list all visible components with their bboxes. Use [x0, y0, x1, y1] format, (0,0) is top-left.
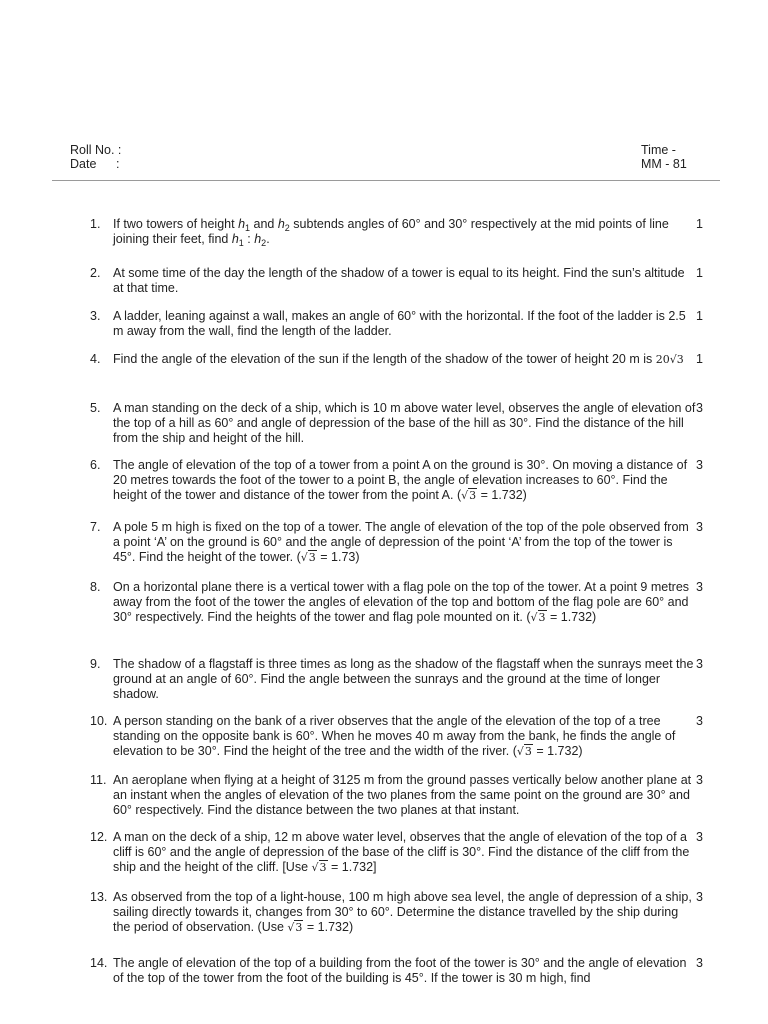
- question-text: A man standing on the deck of a ship, which is 10 m above water level, observes the angle of elevation of the top of a hill as 60° and angle of depression of the base of the hill as 30°. Find the distance of the hill from the ship and height of the hill.: [113, 401, 696, 446]
- question-marks: 3: [696, 956, 703, 970]
- question-text: A man on the deck of a ship, 12 m above water level, observes that the angle of elevation of the top of a cliff is 60° and the angle of depression of the base of the cliff is 30°. Find the distance of the cliff from the ship and the height of the cliff. [Use √3 = 1.732]: [113, 830, 690, 875]
- question-marks: 1: [696, 309, 703, 323]
- question-text: An aeroplane when flying at a height of 3125 m from the ground passes vertically below another plane at an instant when the angles of elevation of the two planes from the same point on the ground are 30° and 60° respectively. Find the distance between the two planes at that instant.: [113, 773, 692, 818]
- header-divider: [52, 180, 720, 181]
- date-colon: :: [116, 157, 120, 171]
- question-number: 14.: [90, 956, 108, 970]
- question-number: 9.: [90, 657, 101, 671]
- question-marks: 1: [696, 352, 703, 366]
- question-marks: 3: [696, 714, 703, 728]
- question-text: As observed from the top of a light-house, 100 m high above sea level, the angle of depression of a ship, sailing directly towards it, changes from 30° to 60°. Determine the distance travelled by the ship during the period of observation. (Use √3 = 1.732): [113, 890, 692, 935]
- question-marks: 3: [696, 890, 703, 904]
- question-text: The angle of elevation of the top of a building from the foot of the tower is 30° and the angle of elevation of the top of the tower from the foot of the building is 45°. If the tower is 30 m high, find: [113, 956, 687, 986]
- question-text: If two towers of height $h_1$ and $h_2$ subtends angles of 60° and 30° respectively at the mid points of line joining their feet, find $h_1$ : $h_2$.: [113, 217, 669, 249]
- question-number: 6.: [90, 458, 101, 472]
- question-number: 2.: [90, 266, 101, 280]
- roll-no-label: Roll No. :: [70, 143, 122, 157]
- question-text: The angle of elevation of the top of a tower from a point A on the ground is 30°. On moving a distance of 20 metres towards the foot of the tower to a point B, the angle of elevation increases to 60°. Find the height of the tower and distance of the tower from the point A. (√3 = 1.732): [113, 458, 688, 503]
- question-number: 13.: [90, 890, 108, 904]
- time-label: Time -: [641, 143, 676, 157]
- date-label: Date: [70, 157, 97, 171]
- question-marks: 1: [696, 266, 703, 280]
- question-text: A person standing on the bank of a river observes that the angle of the elevation of the top of a tree standing on the opposite bank is 60°. When he moves 40 m away from the bank, he finds the angle of elevation to be 30°. Find the height of the tree and the width of the river. (√3 = 1.732): [113, 714, 676, 759]
- question-marks: 3: [696, 830, 703, 844]
- max-marks-label: MM - 81: [641, 157, 687, 171]
- question-marks: 3: [696, 773, 703, 787]
- question-number: 5.: [90, 401, 101, 415]
- question-marks: 3: [696, 401, 703, 415]
- question-text: At some time of the day the length of the shadow of a tower is equal to its height. Find the sun’s altitude at that time.: [113, 266, 685, 296]
- question-number: 3.: [90, 309, 101, 323]
- question-marks: 3: [696, 580, 703, 594]
- question-text: The shadow of a flagstaff is three times as long as the shadow of the flagstaff when the sunrays meet the ground at an angle of 60°. Find the angle between the sunrays and the ground at the time of longer shadow.: [113, 657, 694, 702]
- question-marks: 3: [696, 520, 703, 534]
- question-number: 7.: [90, 520, 101, 534]
- question-marks: 3: [696, 657, 703, 671]
- question-text: A pole 5 m high is fixed on the top of a tower. The angle of elevation of the top of the pole observed from a point ‘A’ on the ground is 60° and the angle of depression of the point ‘A’ from the top of the tower is 45°. Find the height of the tower. (√3 = 1.73): [113, 520, 689, 565]
- question-number: 8.: [90, 580, 101, 594]
- question-marks: 1: [696, 217, 703, 231]
- question-number: 12.: [90, 830, 108, 844]
- question-text: On a horizontal plane there is a vertical tower with a flag pole on the top of the tower. At a point 9 metres away from the foot of the tower the angles of elevation of the top and bottom of the flag pole are 60° and 30° respectively. Find the heights of the tower and flag pole mounted on it. (√3 = 1.732): [113, 580, 690, 625]
- question-text: A ladder, leaning against a wall, makes an angle of 60° with the horizontal. If the foot of the ladder is 2.5 m away from the wall, find the length of the ladder.: [113, 309, 686, 339]
- question-text: Find the angle of the elevation of the sun if the length of the shadow of the tower of height 20 m is 20√3: [113, 352, 684, 366]
- question-marks: 3: [696, 458, 703, 472]
- formula: 20√3: [655, 353, 684, 366]
- question-number: 10.: [90, 714, 108, 728]
- question-number: 4.: [90, 352, 101, 366]
- question-number: 1.: [90, 217, 101, 231]
- question-number: 11.: [90, 773, 107, 787]
